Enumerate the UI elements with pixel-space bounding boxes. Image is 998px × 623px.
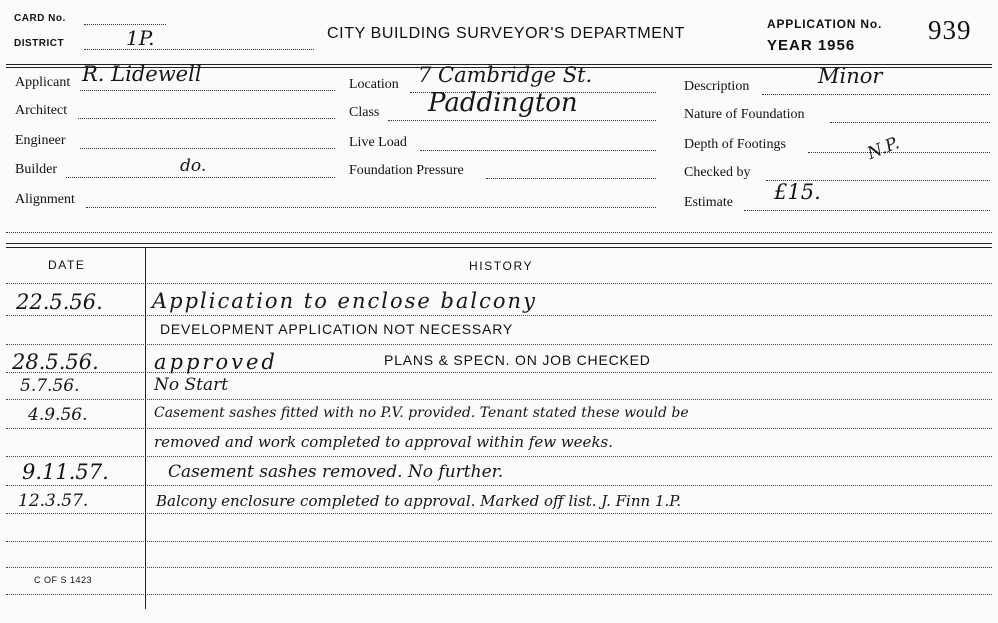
builder-label: Builder — [15, 162, 57, 177]
architect-line — [78, 118, 335, 119]
history-rule — [6, 485, 992, 486]
foundation-pressure-line — [486, 178, 656, 179]
applicant-value: R. Lidewell — [82, 62, 202, 86]
history-rule — [6, 428, 992, 429]
history-rule — [6, 513, 992, 514]
engineer-label: Engineer — [15, 133, 66, 148]
live-load-label: Live Load — [349, 135, 407, 150]
history-rule — [6, 456, 992, 457]
application-no-value: 939 — [928, 15, 972, 45]
applicant-label: Applicant — [15, 75, 71, 90]
class-value: Paddington — [428, 88, 578, 118]
checked-by-value: N.P. — [864, 133, 903, 164]
class-line — [388, 120, 656, 121]
history-header: HISTORY — [469, 259, 534, 273]
form-code: C OF S 1423 — [34, 575, 93, 585]
history-stamp: PLANS & SPECN. ON JOB CHECKED — [384, 352, 651, 368]
history-text: Casement sashes fitted with no P.V. provided. Tenant stated these would be — [154, 405, 689, 421]
district-value: 1P. — [126, 26, 155, 50]
date-header: DATE — [48, 258, 86, 272]
history-text: removed and work completed to approval within few weeks. — [154, 433, 613, 451]
history-stamp-text: DEVELOPMENT APPLICATION NOT NECESSARY — [160, 321, 513, 337]
description-line — [762, 94, 990, 95]
checked-by-label: Checked by — [684, 165, 751, 180]
history-date: 28.5.56. — [12, 350, 99, 374]
history-rule — [6, 594, 992, 595]
history-text: No Start — [154, 375, 229, 395]
architect-label: Architect — [15, 103, 68, 118]
history-date: 5.7.56. — [20, 376, 80, 396]
description-value: Minor — [818, 64, 883, 88]
history-text: Application to enclose balcony — [152, 289, 537, 313]
location-value: 7 Cambridge St. — [418, 63, 593, 87]
history-rule — [6, 399, 992, 400]
history-top-rule-inner — [6, 247, 992, 248]
history-date: 4.9.56. — [28, 405, 88, 425]
alignment-line — [86, 207, 656, 208]
card-no-label: CARD No. — [14, 13, 66, 24]
class-label: Class — [349, 105, 380, 120]
live-load-line — [420, 150, 656, 151]
description-label: Description — [684, 79, 750, 94]
history-text: approved — [154, 350, 278, 374]
builder-value: do. — [180, 156, 207, 176]
district-line — [84, 49, 314, 50]
history-text: Balcony enclosure completed to approval. Marked off list. J. Finn 1.P. — [156, 492, 682, 510]
fields-bottom-line — [6, 232, 992, 233]
history-text: Casement sashes removed. No further. — [168, 462, 504, 482]
foundation-pressure-label: Foundation Pressure — [349, 163, 464, 178]
estimate-line — [744, 210, 990, 211]
history-date: 22.5.56. — [16, 290, 103, 314]
builder-line — [66, 177, 335, 178]
nature-of-foundation-label: Nature of Foundation — [684, 107, 805, 122]
application-no-label: APPLICATION No. — [767, 17, 883, 31]
history-rule — [6, 315, 992, 316]
estimate-label: Estimate — [684, 195, 733, 210]
estimate-value: £15. — [774, 180, 821, 204]
card-no-line — [84, 24, 166, 25]
district-label: DISTRICT — [14, 38, 65, 49]
department-title: CITY BUILDING SURVEYOR'S DEPARTMENT — [327, 25, 686, 42]
history-rule — [6, 344, 992, 345]
depth-of-footings-label: Depth of Footings — [684, 137, 786, 152]
applicant-line — [80, 90, 335, 91]
engineer-line — [80, 148, 335, 149]
year-label: YEAR 1956 — [767, 37, 856, 54]
history-rule — [6, 567, 992, 568]
location-label: Location — [349, 77, 399, 92]
history-rule — [6, 541, 992, 542]
history-date: 12.3.57. — [18, 491, 89, 511]
alignment-label: Alignment — [15, 192, 75, 207]
history-date: 9.11.57. — [22, 460, 109, 484]
history-top-rule — [6, 243, 992, 244]
nature-of-foundation-line — [830, 122, 990, 123]
history-rule — [6, 283, 992, 284]
